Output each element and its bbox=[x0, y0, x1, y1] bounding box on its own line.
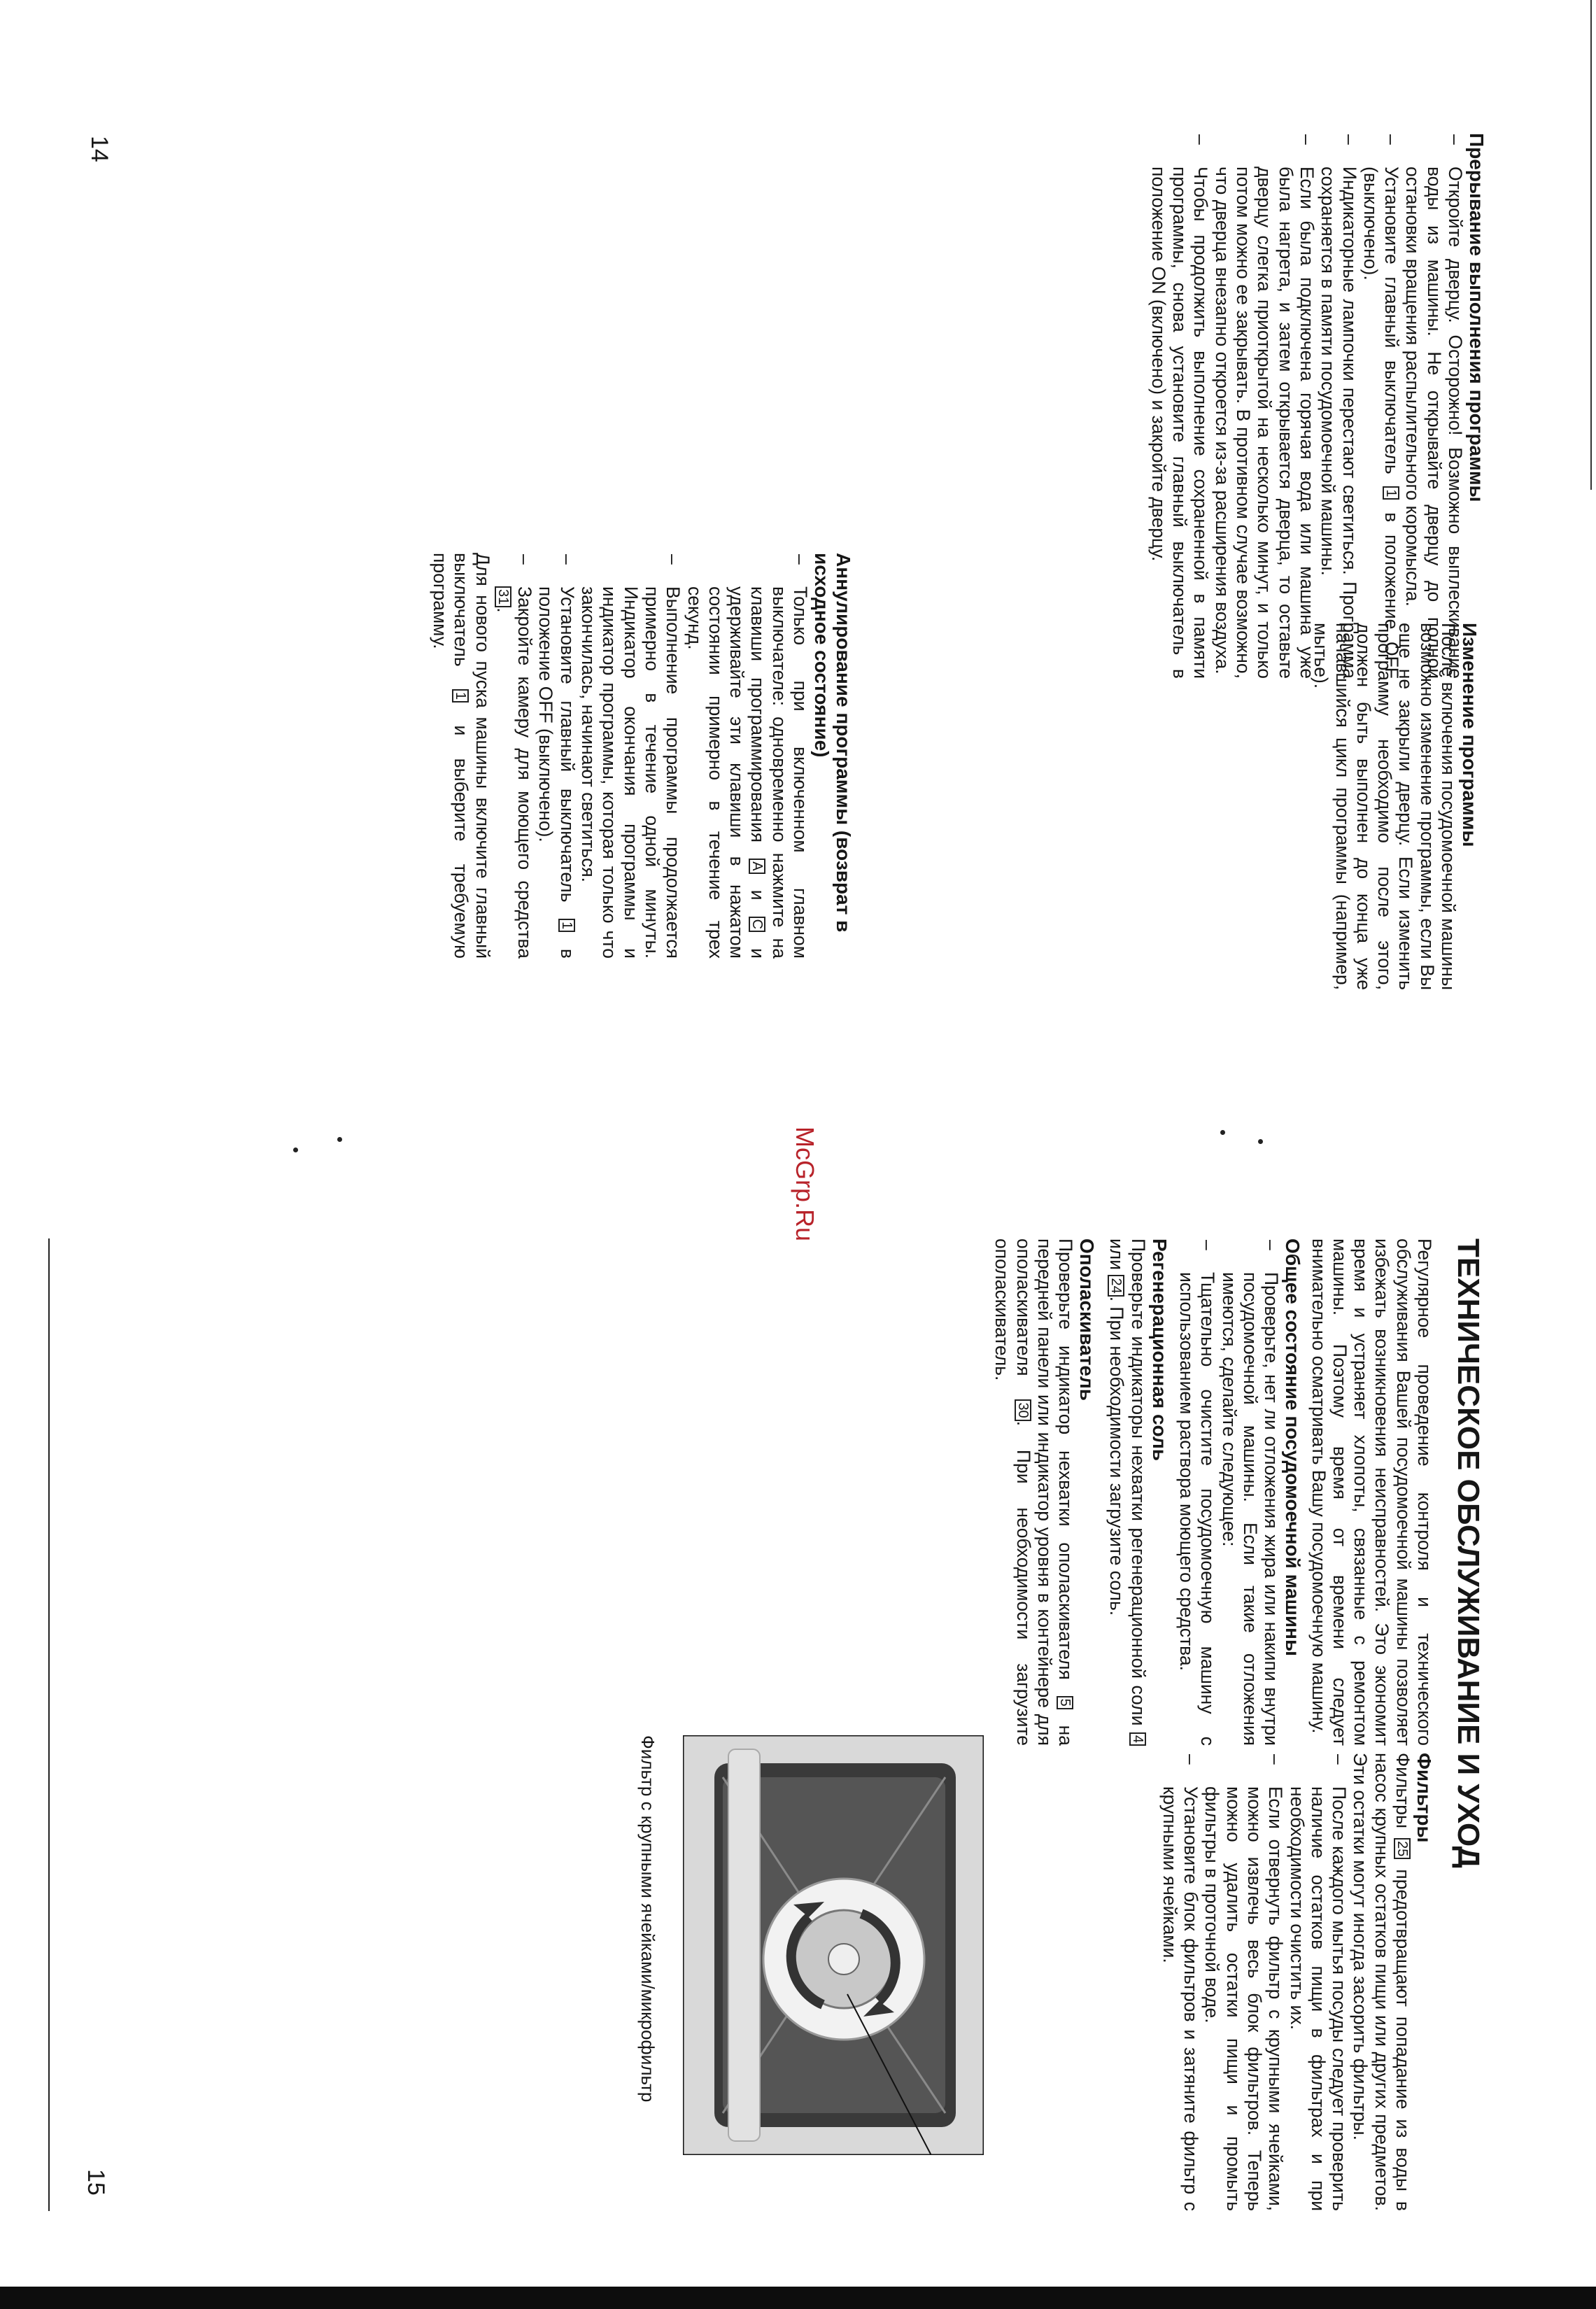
interrupt-item-1: – Откройте дверцу. Осторожно! Возможно выплескивание воды из машины. Не открывайте дверцу до полной остановки вращения распылительного коромысла. bbox=[1402, 133, 1466, 679]
interrupt-column bbox=[1148, 133, 1488, 679]
filter-photo-illustration bbox=[683, 1735, 984, 2155]
figure-caption: Фильтр с крупными ячейками/микрофильтр bbox=[637, 1735, 658, 2103]
general-item-2: – Тщательно очистите посудомоечную машину с использованием раствора моющего средства. bbox=[1176, 1238, 1219, 1746]
intro-text: Регулярное проведение контроля и технического обслуживания Вашей посудомоечной машины позволяет избежать возникновения неисправностей. Это экономит время и устраняет хлопоты, связанные с ремонтом машины. Поэтому время от времени следует внимательно осматривать Вашу посудомоечную машину. bbox=[1308, 1238, 1435, 1746]
scan-speck bbox=[337, 1137, 342, 1142]
cancel-heading: Аннулирование программы (возврат в исходное состояние) bbox=[811, 553, 854, 933]
general-item-1: – Проверьте, нет ли отложения жира или накипи внутри посудомоечной машины. Если такие отложения имеются, сделайте следующее: bbox=[1218, 1238, 1282, 1746]
page-title: ТЕХНИЧЕСКОЕ ОБСЛУЖИВАНИЕ И УХОД bbox=[1451, 1238, 1485, 1869]
ref-salt-4: 4 bbox=[1129, 1732, 1146, 1746]
ref-main-switch: 1 bbox=[558, 919, 575, 932]
filters-text: Фильтры 25 предотвращают попадание из воды в насос крупных остатков пищи или других предметов. Эти остатки могут иногда засорить фильтры. bbox=[1350, 1753, 1413, 2211]
interrupt-heading: Прерывание выполнения программы bbox=[1466, 133, 1488, 502]
salt-heading: Регенерационная соль bbox=[1148, 1238, 1171, 1461]
scan-speck bbox=[1258, 1139, 1263, 1144]
restart-note: Для нового пуска машины включите главный выключатель 1 и выберите требуемую программу. bbox=[429, 553, 493, 959]
page-number-14: 14 bbox=[86, 136, 113, 162]
interrupt-item-2: – Установите главный выключатель 1 в положение OFF (выключено). bbox=[1360, 133, 1403, 679]
ref-main-switch: 1 bbox=[452, 689, 469, 702]
cancel-item-2: – Выполнение программы продолжается примерно в течение одной минуты. Индикатор окончания программы и индикатор программы, которая только что закончилась, начинают светиться. bbox=[578, 553, 684, 959]
cancel-item-1: – Только при включенном главном выключателе: одновременно нажмите на клавиши программирования A и C и удерживайте эти клавиши в нажатом состоянии примерно в течение трех секунд. bbox=[684, 553, 811, 959]
cancel-item-4: – Закройте камеру для моющего средства 31. bbox=[493, 553, 536, 959]
filters-item-2: – Если отвернуть фильтр с крупными ячейками, можно извлечь весь блок фильтров. Теперь можно удалить остатки пищи и промыть фильтры в проточной воде. bbox=[1201, 1753, 1286, 2211]
change-column bbox=[1311, 623, 1481, 990]
filters-column bbox=[1159, 1753, 1435, 2211]
maintenance-left-column bbox=[991, 1238, 1435, 1746]
interrupt-item-4: – Если была подключена горячая вода или машина уже была нагрета, и затем открывается дверца, то оставьте дверцу слегка приоткрытой на несколько минут, и только потом можно ее закрывать. В противном случае возможно, что дверца внезапно откроется из-за расширения воздуха. bbox=[1211, 133, 1317, 679]
salt-text: Проверьте индикаторы нехватки регенерационной соли 4 или 24. При необходимости загрузите соль. bbox=[1106, 1238, 1149, 1746]
filters-heading: Фильтры bbox=[1413, 1753, 1435, 1843]
filter-photo bbox=[683, 1735, 984, 2155]
title-underline bbox=[48, 1238, 50, 2211]
ref-key-a: A bbox=[749, 859, 765, 873]
watermark-text: McGrp.Ru bbox=[791, 1127, 819, 1242]
ref-filter-25: 25 bbox=[1394, 1838, 1411, 1859]
cancel-item-3: – Установите главный выключатель 1 в положение OFF (выключено). bbox=[535, 553, 578, 959]
general-heading: Общее состояние посудомоечной машины bbox=[1282, 1238, 1304, 1656]
filters-item-1: – После каждого мытья посуды следует проверить наличие остатков пищи в фильтрах и при необходимости очистить их. bbox=[1286, 1753, 1350, 2211]
rinse-text: Проверьте индикатор нехватки ополаскивателя 5 на передней панели или индикатор уровня в контейнере для ополаскивателя 30. При необходимости загрузите ополаскиватель. bbox=[991, 1238, 1077, 1746]
scan-speck bbox=[293, 1148, 298, 1152]
interrupt-item-5: – Чтобы продолжить выполнение сохраненной в памяти программы, снова установите главный выключатель в положение ON (включено) и закройте дверцу. bbox=[1148, 133, 1212, 679]
ref-rinse-30: 30 bbox=[1015, 1399, 1031, 1420]
page-number-15: 15 bbox=[83, 2169, 109, 2196]
change-text: После включения посудомоечной машины возможно изменение программы, если Вы еще не закрыли дверцу. Если изменить программу необходимо после этого, должен быть выполнен до конца уже начавшийся цикл программы (например, мытье). bbox=[1311, 623, 1459, 990]
filters-item-3: – Установите блок фильтров и затяните фильтр с крупными ячейками. bbox=[1159, 1753, 1201, 2211]
ref-key-c: C bbox=[749, 917, 765, 932]
ref-rinse-5: 5 bbox=[1057, 1696, 1073, 1709]
cancel-column bbox=[430, 553, 854, 959]
ref-detergent: 31 bbox=[495, 586, 511, 607]
ref-salt-24: 24 bbox=[1108, 1275, 1124, 1296]
interrupt-item-3: – Индикаторные лампочки перестают светиться. Программа сохраняется в памяти посудомоечной машины. bbox=[1318, 133, 1360, 679]
change-heading: Изменение программы bbox=[1459, 623, 1481, 847]
ref-main-switch: 1 bbox=[1383, 486, 1399, 500]
scan-speck bbox=[1220, 1130, 1225, 1135]
rinse-heading: Ополаскиватель bbox=[1076, 1238, 1099, 1401]
